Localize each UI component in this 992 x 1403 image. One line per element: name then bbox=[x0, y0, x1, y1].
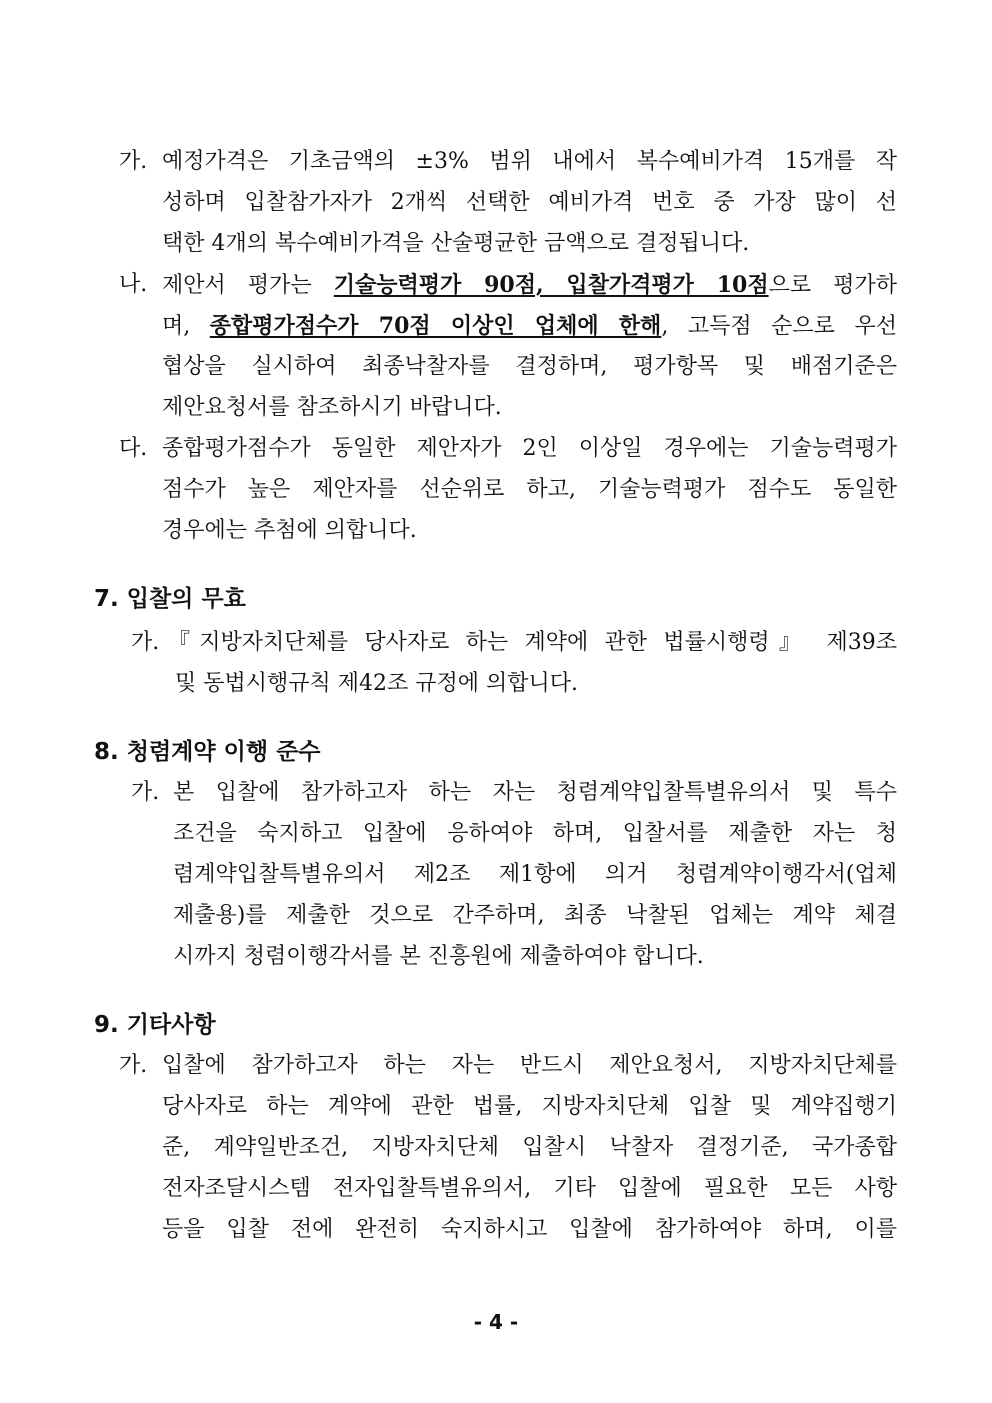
page-number: - 4 - bbox=[473, 1310, 519, 1334]
item-da-marker: 다. bbox=[119, 436, 148, 461]
s9-item-ga-marker: 가. bbox=[119, 1053, 148, 1078]
s8-item-ga-line-4: 제출용)를 제출한 것으로 간주하며, 최종 낙찰된 업체는 계약 체결 bbox=[173, 903, 897, 928]
item-na-line-3: 협상을 실시하여 최종낙찰자를 결정하며, 평가항목 및 배점기준은 bbox=[162, 354, 897, 379]
item-ga-line-3: 택한 4개의 복수예비가격을 산술평균한 금액으로 결정됩니다. bbox=[162, 231, 750, 256]
item-da-line-2: 점수가 높은 제안자를 선순위로 하고, 기술능력평가 점수도 동일한 bbox=[162, 477, 897, 502]
item-da-line-1: 종합평가점수가 동일한 제안자가 2인 이상일 경우에는 기술능력평가 bbox=[162, 436, 897, 461]
s9-item-ga-line-3: 준, 계약일반조건, 지방자치단체 입찰시 낙찰자 결정기준, 국가종합 bbox=[162, 1135, 897, 1160]
item-ga-marker: 가. bbox=[119, 149, 148, 174]
item-ga-line-2: 성하며 입찰참가자가 2개씩 선택한 예비가격 번호 중 가장 많이 선 bbox=[162, 190, 897, 215]
emphasis-scoring: 기술능력평가 90점, 입찰가격평가 10점 bbox=[333, 272, 769, 298]
item-na-line-1-post: 으로 평가하 bbox=[768, 273, 897, 298]
emphasis-threshold: 종합평가점수가 70점 이상인 업체에 한해 bbox=[209, 313, 662, 339]
s7-item-ga-line-2: 및 동법시행규칙 제42조 규정에 의합니다. bbox=[175, 671, 578, 696]
s8-item-ga-marker: 가. bbox=[131, 780, 160, 805]
item-ga-line-1: 예정가격은 기초금액의 ±3% 범위 내에서 복수예비가격 15개를 작 bbox=[162, 149, 897, 174]
item-na-marker: 나. bbox=[119, 272, 148, 297]
item-na-line-1-pre: 제안서 평가는 bbox=[162, 273, 334, 298]
section-heading-9: 9. 기타사항 bbox=[94, 1012, 216, 1038]
item-na-line-2 bbox=[162, 311, 897, 342]
section-heading-8: 8. 청렴계약 이행 준수 bbox=[94, 739, 321, 765]
s9-item-ga-line-4: 전자조달시스템 전자입찰특별유의서, 기타 입찰에 필요한 모든 사항 bbox=[162, 1176, 897, 1201]
item-na-line-4: 제안요청서를 참조하시기 바랍니다. bbox=[162, 395, 502, 420]
s9-item-ga-line-2: 당사자로 하는 계약에 관한 법률, 지방자치단체 입찰 및 계약집행기 bbox=[162, 1094, 897, 1119]
s8-item-ga-line-5: 시까지 청렴이행각서를 본 진흥원에 제출하여야 합니다. bbox=[173, 944, 704, 969]
s7-item-ga-line-1: 『지방자치단체를 당사자로 하는 계약에 관한 법률시행령』 제39조 bbox=[168, 630, 897, 655]
s9-item-ga-line-5: 등을 입찰 전에 완전히 숙지하시고 입찰에 참가하여야 하며, 이를 bbox=[162, 1217, 897, 1242]
s8-item-ga-line-3: 렴계약입찰특별유의서 제2조 제1항에 의거 청렴계약이행각서(업체 bbox=[173, 862, 897, 887]
section-heading-7: 7. 입찰의 무효 bbox=[94, 586, 246, 612]
s7-item-ga-marker: 가. bbox=[131, 630, 160, 655]
item-da-line-3: 경우에는 추첨에 의합니다. bbox=[162, 518, 417, 543]
item-na-line-2-pre: 며, bbox=[162, 314, 210, 339]
item-na-line-1 bbox=[162, 270, 897, 301]
s9-item-ga-line-1: 입찰에 참가하고자 하는 자는 반드시 제안요청서, 지방자치단체를 bbox=[162, 1053, 897, 1078]
s8-item-ga-line-2: 조건을 숙지하고 입찰에 응하여야 하며, 입찰서를 제출한 자는 청 bbox=[173, 821, 897, 846]
s8-item-ga-line-1: 본 입찰에 참가하고자 하는 자는 청렴계약입찰특별유의서 및 특수 bbox=[173, 780, 897, 805]
item-na-line-2-post: , 고득점 순으로 우선 bbox=[661, 314, 897, 339]
